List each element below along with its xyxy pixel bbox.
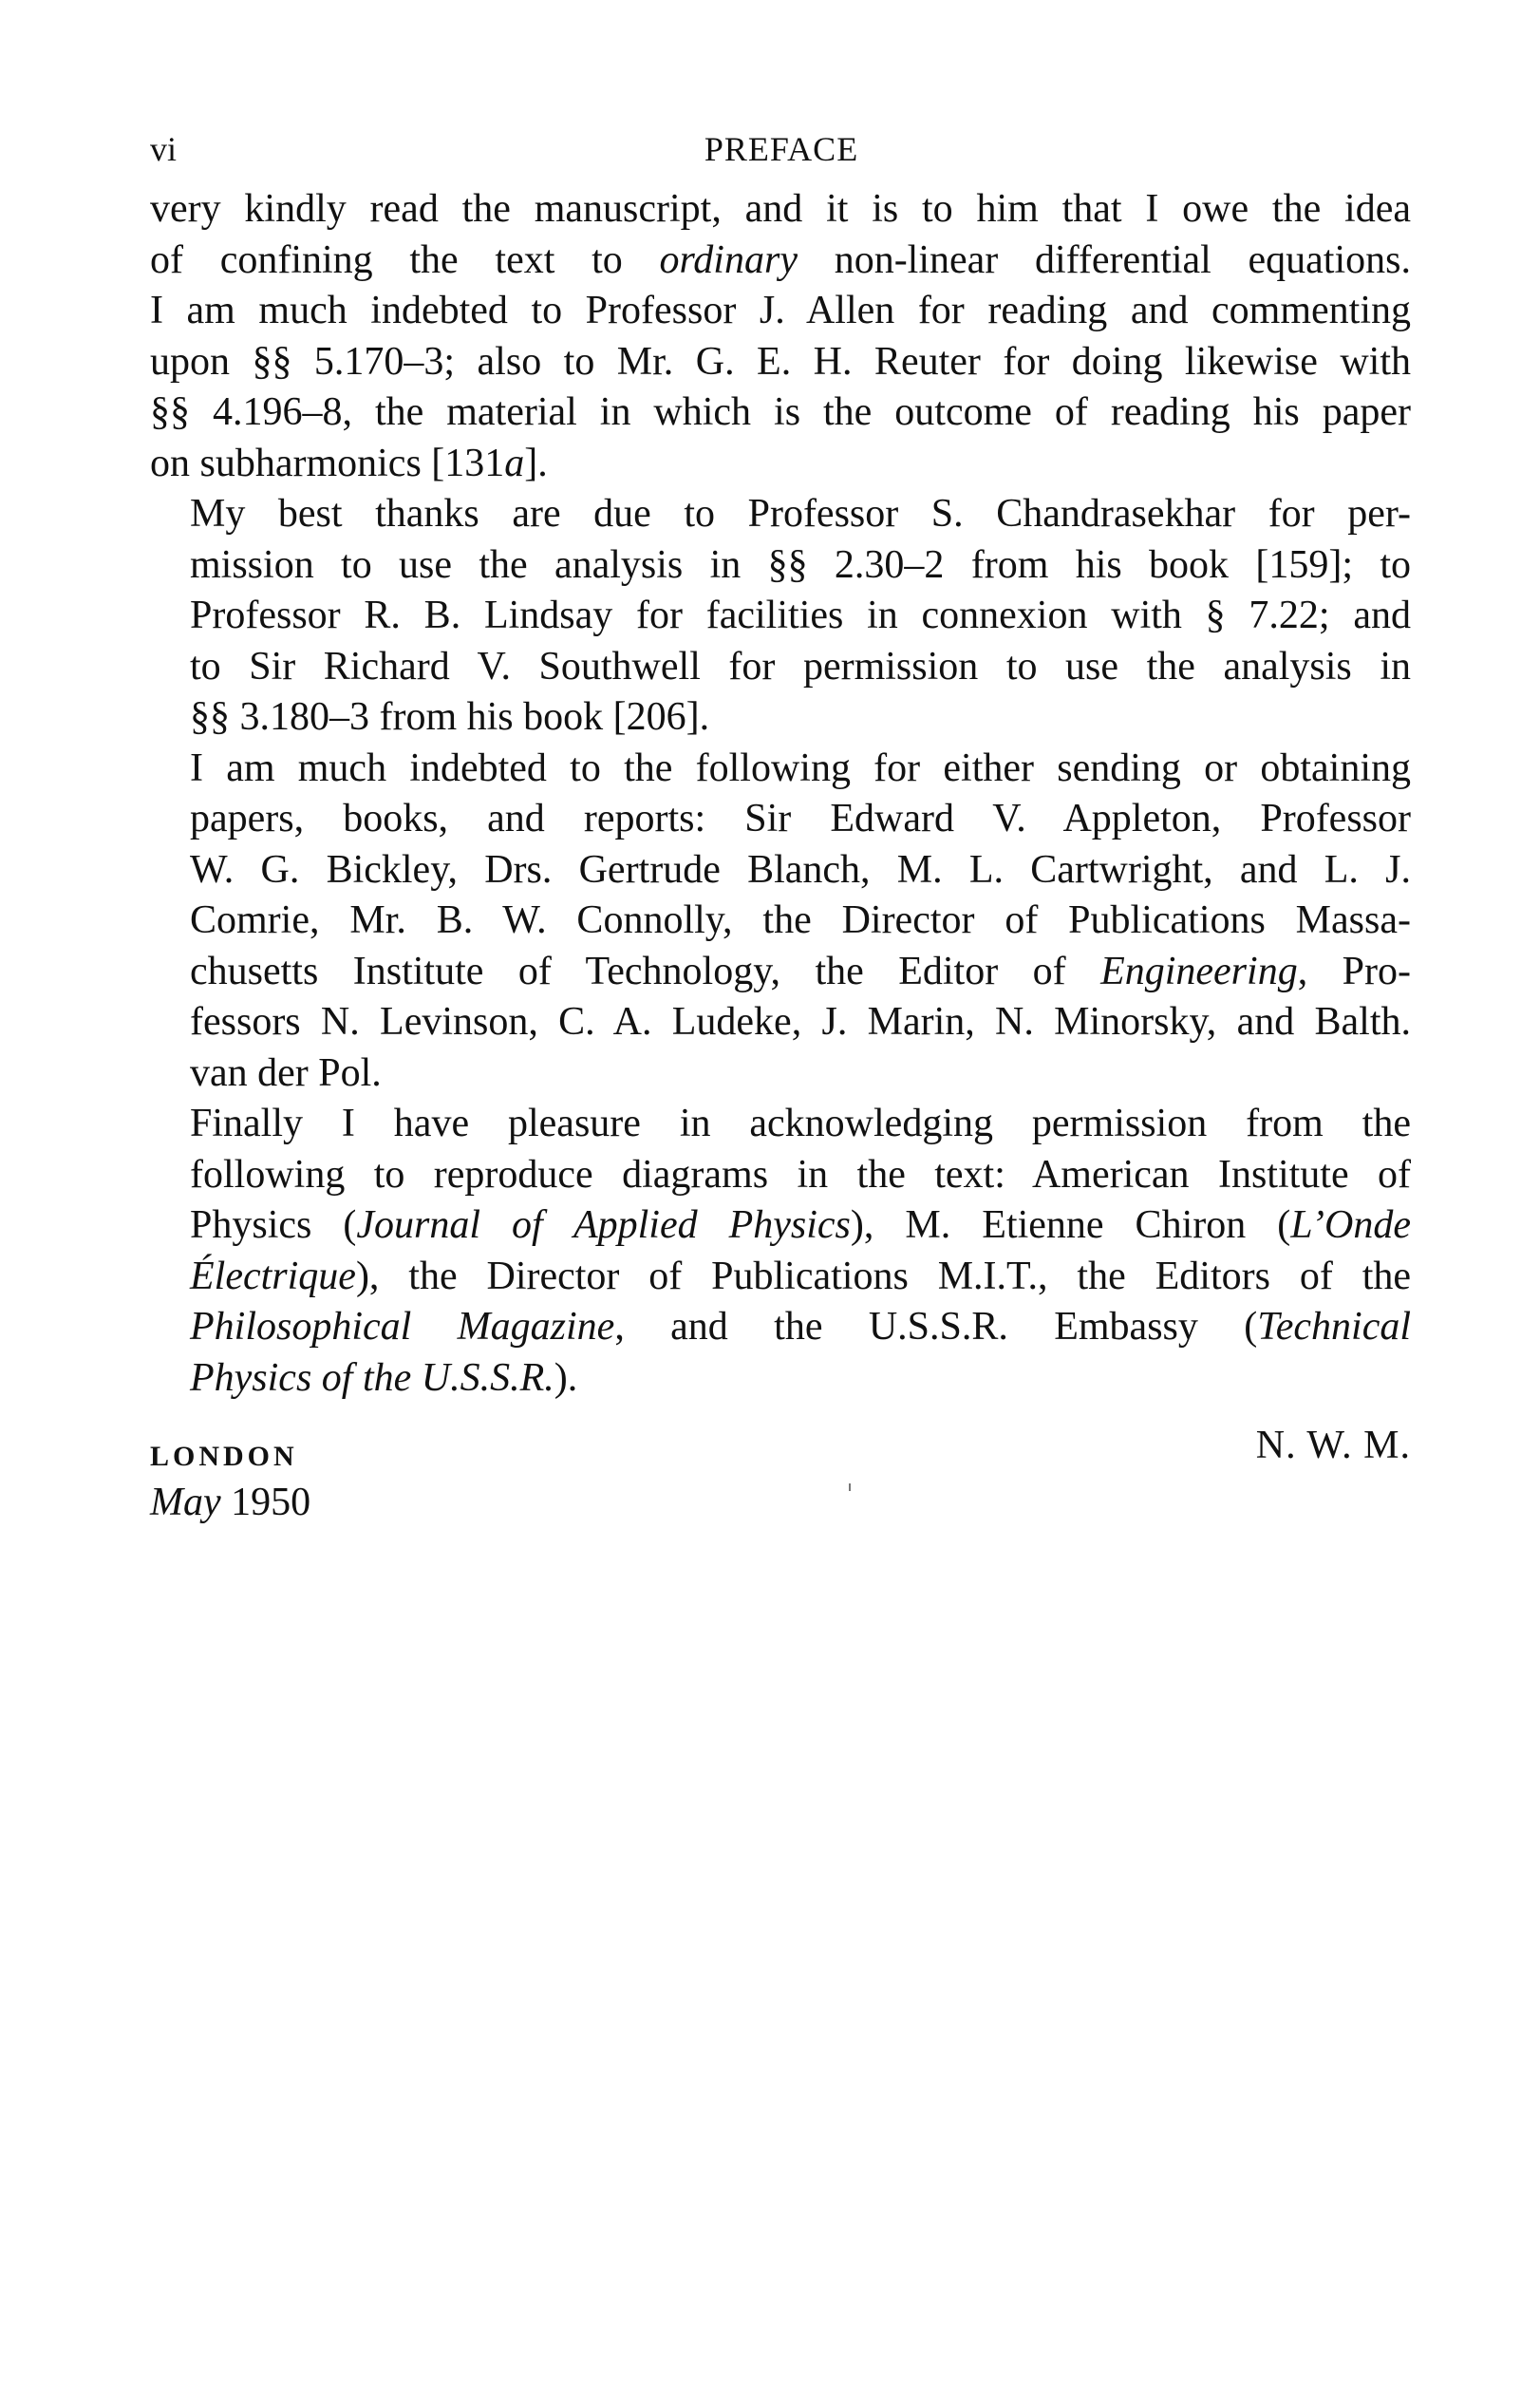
place-line: LONDON — [150, 1441, 298, 1472]
text-run: Physics ( — [190, 1203, 357, 1247]
text-line — [150, 387, 1411, 439]
text-line — [150, 1048, 1411, 1100]
text-run: non-linear differential equations. — [797, 237, 1411, 282]
text-run: very kindly read the manuscript, and it is to him that I owe the idea — [150, 187, 1411, 231]
text-run: mission to use the analysis in §§ 2.30–2 from his book [159]; to — [190, 542, 1411, 587]
preface-text — [150, 184, 1411, 1404]
text-line — [150, 1252, 1411, 1303]
text-line — [150, 1099, 1411, 1150]
text-line — [150, 1150, 1411, 1201]
italic-run: ordinary — [659, 237, 798, 282]
text-run: , and the U.S.S.R. Embassy ( — [614, 1305, 1258, 1349]
date-year: 1950 — [231, 1481, 311, 1524]
text-run: W. G. Bickley, Drs. Gertrude Blanch, M. L. Cartwright, and L. J. — [190, 847, 1411, 892]
text-run: My best thanks are due to Professor S. Chandrasekhar for per- — [190, 492, 1411, 536]
text-run: Comrie, Mr. B. W. Connolly, the Director of Publications Massa- — [190, 898, 1411, 942]
text-run: chusetts Institute of Technology, the Editor of — [190, 949, 1101, 993]
page-number: vi — [150, 130, 178, 168]
italic-run: Électrique — [190, 1254, 356, 1298]
text-line — [150, 439, 1411, 490]
text-run: §§ 3.180–3 from his book [206]. — [190, 695, 710, 739]
date-line — [150, 1478, 310, 1528]
author-initials: N. W. M. — [1255, 1424, 1411, 1467]
text-run: of confining the text to — [150, 237, 660, 282]
text-line — [150, 286, 1411, 337]
text-run: papers, books, and reports: Sir Edward V. Appleton, Professor — [190, 797, 1411, 840]
italic-run: Physics of the U.S.S.R. — [190, 1355, 554, 1400]
text-run: following to reproduce diagrams in the text: American Institute of — [190, 1152, 1411, 1197]
text-line — [150, 744, 1411, 795]
text-line — [150, 896, 1411, 947]
text-run: , Pro- — [1297, 949, 1411, 993]
text-line — [150, 236, 1411, 287]
text-run: Professor R. B. Lindsay for facilities in connexion with § 7.22; and — [190, 594, 1411, 637]
text-line — [150, 997, 1411, 1048]
text-line — [150, 337, 1411, 388]
text-run: I am much indebted to Professor J. Allen for reading and commenting — [150, 289, 1411, 332]
text-line — [150, 489, 1411, 540]
text-line — [150, 642, 1411, 693]
italic-run: L’Onde — [1290, 1203, 1411, 1247]
text-run: ). — [554, 1355, 578, 1400]
paragraph-4 — [150, 1099, 1411, 1404]
text-line — [150, 540, 1411, 592]
text-run: ), M. Etienne Chiron ( — [850, 1203, 1291, 1247]
text-run: ), the Director of Publications M.I.T., the Editors of the — [355, 1254, 1411, 1298]
paragraph-1 — [150, 184, 1411, 489]
text-line — [150, 947, 1411, 998]
running-head — [150, 125, 1413, 173]
text-line — [150, 794, 1411, 845]
text-run: upon §§ 5.170–3; also to Mr. G. E. H. Reuter for doing likewise with — [150, 339, 1411, 384]
text-run: I am much indebted to the following for either sending or obtaining — [190, 746, 1411, 790]
paragraph-3 — [150, 744, 1411, 1100]
text-line — [150, 1200, 1411, 1252]
paragraph-2 — [150, 489, 1411, 744]
italic-run: Journal of Applied Physics — [356, 1203, 851, 1247]
text-run: to Sir Richard V. Southwell for permission to use the analysis in — [190, 644, 1411, 689]
date-month: May — [150, 1481, 221, 1524]
text-line — [150, 692, 1411, 744]
text-run: fessors N. Levinson, C. A. Ludeke, J. Marin, N. Minorsky, and Balth. — [190, 1000, 1411, 1044]
text-run: Finally I have pleasure in acknowledging permission from the — [190, 1102, 1411, 1145]
text-run: §§ 4.196–8, the material in which is the outcome of reading his paper — [150, 390, 1411, 434]
running-title: PREFACE — [704, 130, 859, 168]
italic-run: a — [504, 441, 525, 485]
print-speck — [849, 1483, 851, 1491]
italic-run: Philosophical Magazine — [190, 1305, 615, 1349]
text-run: van der Pol. — [190, 1050, 382, 1095]
text-run: ]. — [524, 441, 548, 485]
text-line — [150, 845, 1411, 897]
text-run: on subharmonics [131 — [150, 441, 505, 485]
text-line — [150, 1302, 1411, 1353]
italic-run: Engineering — [1100, 949, 1298, 993]
italic-run: Technical — [1257, 1305, 1411, 1349]
text-line — [150, 591, 1411, 642]
text-line — [150, 184, 1411, 236]
text-line — [150, 1353, 1411, 1405]
